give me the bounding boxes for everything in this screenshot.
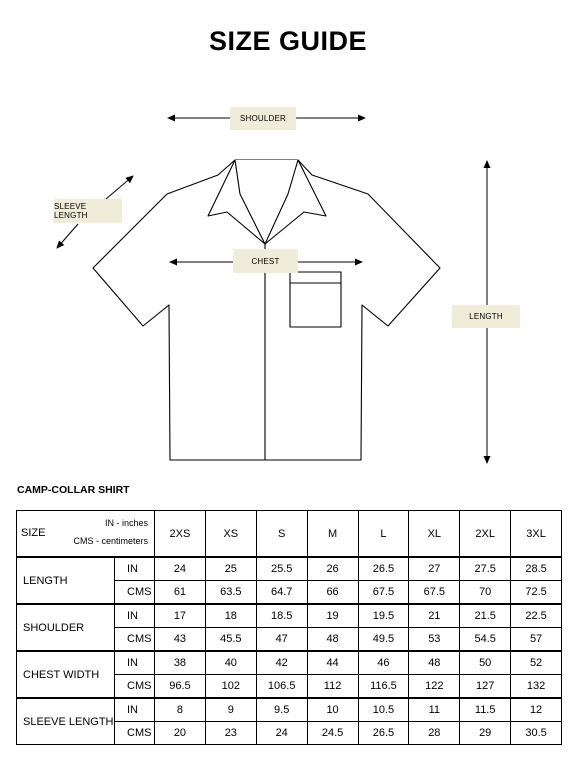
table-cell: 19 (307, 604, 358, 628)
table-cell: 29 (460, 722, 511, 745)
table-cell: 46 (358, 651, 409, 675)
size-header: 2XS (155, 511, 206, 558)
table-cell: 127 (460, 675, 511, 699)
size-legend-cell (17, 511, 155, 558)
table-cell: 27 (409, 557, 460, 581)
size-header: XL (409, 511, 460, 558)
table-row (17, 604, 562, 628)
size-heading: SIZE (21, 527, 46, 539)
table-cell: 61 (155, 581, 206, 605)
page-title: SIZE GUIDE (208, 26, 368, 56)
table-cell: 12 (511, 698, 562, 722)
table-cell: 11 (409, 698, 460, 722)
table-cell: 48 (307, 628, 358, 652)
table-cell: 43 (155, 628, 206, 652)
table-cell: 132 (511, 675, 562, 699)
inches-legend: IN - inches (104, 518, 148, 528)
table-cell: 11.5 (460, 698, 511, 722)
table-cell: 25.5 (256, 557, 307, 581)
table-cell: 10 (307, 698, 358, 722)
table-cell: 8 (155, 698, 206, 722)
sleeve-length-label: SLEEVE LENGTH (54, 199, 122, 223)
unit-label: CMS (115, 581, 155, 605)
product-name: CAMP-COLLAR SHIRT (17, 484, 130, 496)
table-cell: 54.5 (460, 628, 511, 652)
length-label: LENGTH (452, 305, 520, 328)
unit-label: CMS (115, 628, 155, 652)
table-cell: 106.5 (256, 675, 307, 699)
table-cell: 27.5 (460, 557, 511, 581)
table-cell: 17 (155, 604, 206, 628)
table-cell: 45.5 (205, 628, 256, 652)
size-header: L (358, 511, 409, 558)
size-header: 3XL (511, 511, 562, 558)
table-cell: 112 (307, 675, 358, 699)
table-cell: 21.5 (460, 604, 511, 628)
table-header-row (17, 511, 562, 558)
table-cell: 30.5 (511, 722, 562, 745)
table-cell: 26.5 (358, 722, 409, 745)
table-cell: 26.5 (358, 557, 409, 581)
table-cell: 96.5 (155, 675, 206, 699)
table-cell: 67.5 (409, 581, 460, 605)
table-cell: 102 (205, 675, 256, 699)
table-row (17, 651, 562, 675)
cms-legend: CMS - centimeters (73, 536, 148, 546)
table-cell: 53 (409, 628, 460, 652)
table-cell: 66 (307, 581, 358, 605)
size-header: S (256, 511, 307, 558)
size-header: M (307, 511, 358, 558)
table-cell: 63.5 (205, 581, 256, 605)
table-row (17, 698, 562, 722)
table-cell: 26 (307, 557, 358, 581)
table-cell: 24 (155, 557, 206, 581)
unit-label: IN (115, 698, 155, 722)
size-table (16, 510, 562, 745)
table-cell: 25 (205, 557, 256, 581)
measurement-name: LENGTH (17, 557, 115, 604)
table-cell: 44 (307, 651, 358, 675)
table-cell: 18.5 (256, 604, 307, 628)
table-cell: 70 (460, 581, 511, 605)
unit-label: CMS (115, 722, 155, 745)
table-cell: 18 (205, 604, 256, 628)
size-header: XS (205, 511, 256, 558)
table-cell: 21 (409, 604, 460, 628)
measurement-name: SLEEVE LENGTH (17, 698, 115, 745)
table-cell: 23 (205, 722, 256, 745)
shoulder-label: SHOULDER (230, 107, 296, 130)
unit-label: IN (115, 604, 155, 628)
table-cell: 116.5 (358, 675, 409, 699)
table-cell: 38 (155, 651, 206, 675)
table-row (17, 557, 562, 581)
unit-label: IN (115, 651, 155, 675)
table-cell: 72.5 (511, 581, 562, 605)
table-cell: 122 (409, 675, 460, 699)
table-cell: 64.7 (256, 581, 307, 605)
table-cell: 10.5 (358, 698, 409, 722)
table-cell: 42 (256, 651, 307, 675)
unit-label: CMS (115, 675, 155, 699)
table-cell: 20 (155, 722, 206, 745)
table-cell: 9 (205, 698, 256, 722)
table-cell: 52 (511, 651, 562, 675)
table-cell: 19.5 (358, 604, 409, 628)
shirt-outline (93, 160, 440, 460)
table-cell: 50 (460, 651, 511, 675)
table-cell: 49.5 (358, 628, 409, 652)
table-cell: 24 (256, 722, 307, 745)
table-cell: 9.5 (256, 698, 307, 722)
sleeve-arrow (106, 176, 133, 199)
unit-label: IN (115, 557, 155, 581)
measurement-name: SHOULDER (17, 604, 115, 651)
table-cell: 28.5 (511, 557, 562, 581)
table-cell: 48 (409, 651, 460, 675)
size-header: 2XL (460, 511, 511, 558)
table-cell: 57 (511, 628, 562, 652)
chest-label: CHEST (233, 249, 298, 273)
table-cell: 67.5 (358, 581, 409, 605)
measurement-name: CHEST WIDTH (17, 651, 115, 698)
table-cell: 24.5 (307, 722, 358, 745)
table-cell: 40 (205, 651, 256, 675)
table-cell: 22.5 (511, 604, 562, 628)
table-cell: 47 (256, 628, 307, 652)
table-cell: 28 (409, 722, 460, 745)
